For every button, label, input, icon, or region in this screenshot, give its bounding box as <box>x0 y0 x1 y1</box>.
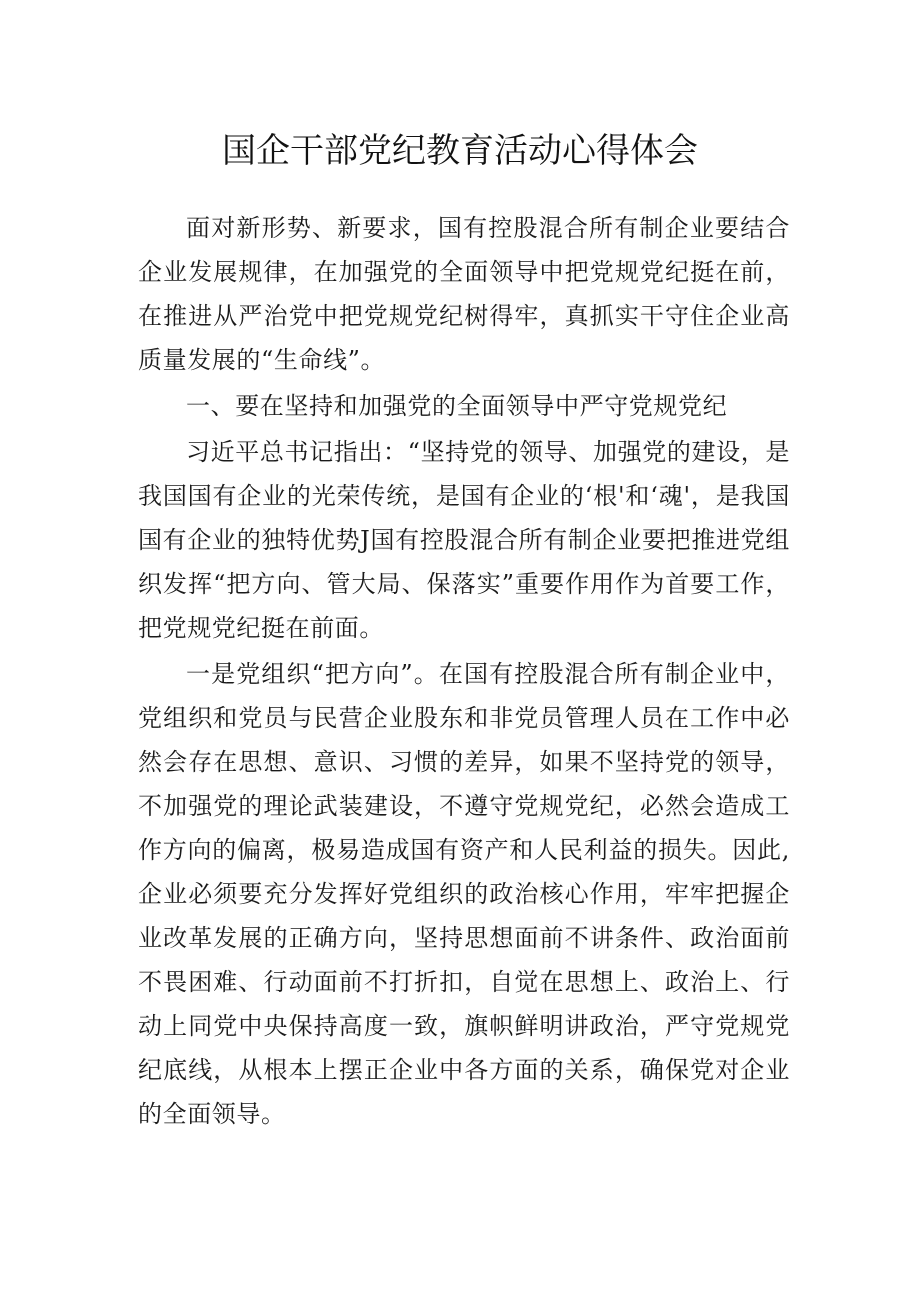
section-heading-1: 一、要在坚持和加强党的全面领导中严守党规党纪 <box>186 392 728 420</box>
paragraph-direction: 一是党组织“把方向”。在国有控股混合所有制企业中，党组织和党员与民营企业股东和非党员管理人员在工作中必然会存在思想、意识、习惯的差异，如果不坚持党的领导，不加强党的理论武装建设，不遵守党规党纪，必然会造成工作方向的偏离，极易造成国有资产和人民利益的损失。因此,企业必须要充分发挥好党组织的政治核心作用，牢牢把握企业改革发展的正确方向，坚持思想面前不讲条件、政治面前不畏困难、行动面前不打折扣，自觉在思想上、政治上、行动上同党中央保持高度一致，旗帜鲜明讲政治，严守党规党纪底线，从根本上摆正企业中各方面的关系，确保党对企业的全面领导。 <box>138 660 790 1128</box>
document-body <box>138 206 790 1138</box>
paragraph-intro: 面对新形势、新要求，国有控股混合所有制企业要结合企业发展规律，在加强党的全面领导中把党规党纪挺在前，在推进从严治党中把党规党纪树得牢，真抓实干守住企业高质量发展的“生命线”。 <box>138 214 790 374</box>
paragraph-quote: 习近平总书记指出：“坚持党的领导、加强党的建设，是我国国有企业的光荣传统，是国有企业的‘根'和‘魂'，是我国国有企业的独特优势J国有控股混合所有制企业要把推进党组织发挥“把方向、管大局、保落实”重要作用作为首要工作，把党规党纪挺在前面。 <box>138 438 790 642</box>
document-title: 国企干部党纪教育活动心得体会 <box>222 131 698 171</box>
